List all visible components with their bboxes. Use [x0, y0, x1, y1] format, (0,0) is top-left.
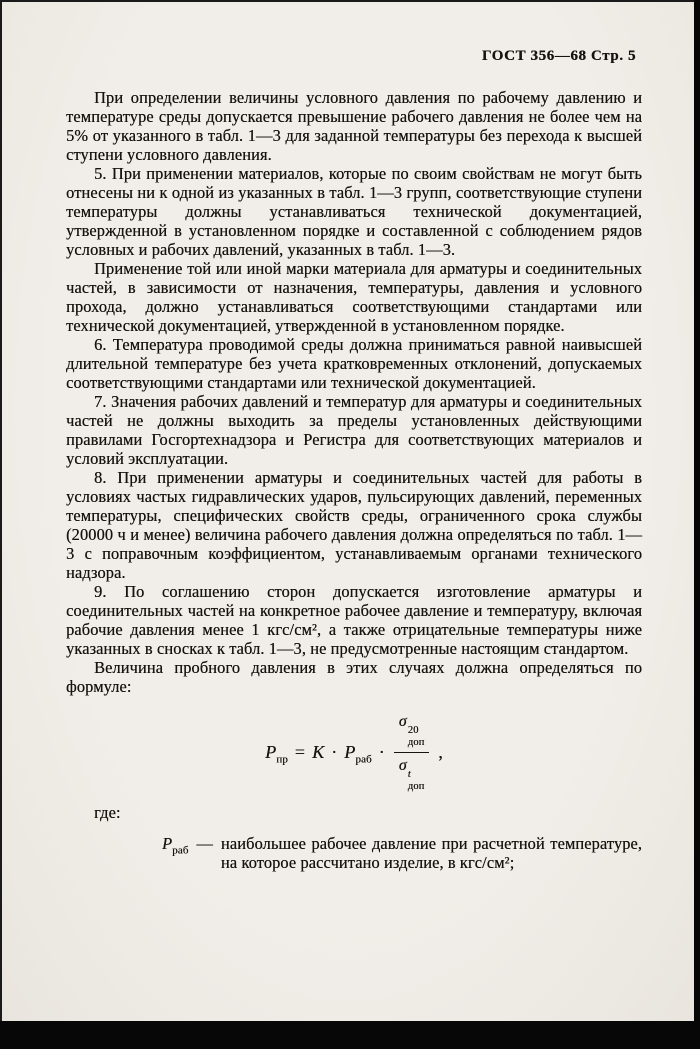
coefficient-k: K	[312, 742, 325, 763]
fraction-denominator: σ t доп	[398, 757, 425, 793]
scan-edge-top	[0, 0, 700, 2]
paragraph-item-5: 5. При применении материалов, которые по своим свойствам не могут быть отнесены ни к одной из указанных в табл. 1—3 групп, соответствующие ступени температуры должны устанавливаться технической документацией, утвержденной в установленном порядке и составленной с соблюдением рядов условных и рабочих давлений, указанных в табл. 1—3.	[66, 164, 642, 259]
scan-edge-bottom	[0, 1021, 700, 1049]
definition-dash: —	[196, 834, 213, 854]
paragraph-materials: Применение той или иной марки материала для арматуры и соединительных частей, в зависимости от назначения, температуры, давления и условного прохода, должно устанавливаться соответствующими стандартами или технической документацией, утвержденной в установленном порядке.	[66, 259, 642, 335]
multiply-dot: ·	[331, 742, 338, 763]
scan-edge-right	[694, 0, 700, 1049]
paragraph-item-9: 9. По соглашению сторон допускается изготовление арматуры и соединительных частей на конкретное рабочее давление и температуру, включая рабочие давления менее 1 кгс/см², а также отрицательные температуры ниже указанных в сносках к табл. 1—3, не предусмотренные настоящим стандартом.	[66, 582, 642, 658]
paragraph-item-6: 6. Температура проводимой среды должна приниматься равной наивысшей длительной температуре без учета кратковременных отклонений, допускаемых соответствующими стандартами или технической документацией.	[66, 335, 642, 392]
scan-edge-left	[0, 0, 2, 1049]
page-paper	[2, 2, 694, 1021]
page-body	[66, 88, 642, 872]
equals-sign: =	[294, 742, 306, 763]
paragraph-item-7: 7. Значения рабочих давлений и температур для арматуры и соединительных частей не должны выходить за пределы установленных действующими правилами Госгортехнадзора и Регистра для соответствующих материалов и условий эксплуатации.	[66, 392, 642, 468]
paragraph-item-8: 8. При применении арматуры и соединительных частей для работы в условиях частых гидравлических ударов, пульсирующих давлений, переменных температуры, специфических свойств среды, ограниченного срока службы (20000 ч и менее) величина рабочего давления должна определяться по табл. 1—3 с поправочным коэффициентом, устанавливаемым органами технического надзора.	[66, 468, 642, 582]
stress-ratio-fraction	[394, 712, 430, 793]
formula-working-pressure-term: $P_{раб}$	[344, 742, 372, 766]
paragraph-test-pressure: Величина пробного давления в этих случаях должна определяться по формуле:	[66, 658, 642, 696]
page-header	[482, 48, 636, 65]
definition-item	[162, 834, 642, 872]
gost-header-label: ГОСТ 356—68 Стр. 5	[481, 48, 636, 64]
paragraph-intro: При определении величины условного давления по рабочему давлению и температуре среды допускается превышение рабочего давления не более чем на 5% от указанного в табл. 1—3 для заданной температуры без перехода к высшей ступени условного давления.	[66, 88, 642, 164]
formula-comma: ,	[438, 742, 443, 763]
multiply-dot: ·	[378, 742, 385, 763]
where-label: где:	[94, 803, 121, 823]
test-pressure-formula	[66, 712, 642, 793]
formula-result-term: $P_{пр}$	[265, 742, 288, 766]
definition-text: наибольшее рабочее давление при расчетной температуре, на которое рассчитано изделие, в кгс/см²;	[220, 834, 642, 873]
definition-term: $P_{раб}$	[162, 834, 189, 857]
fraction-numerator: σ 20 доп	[394, 712, 430, 753]
